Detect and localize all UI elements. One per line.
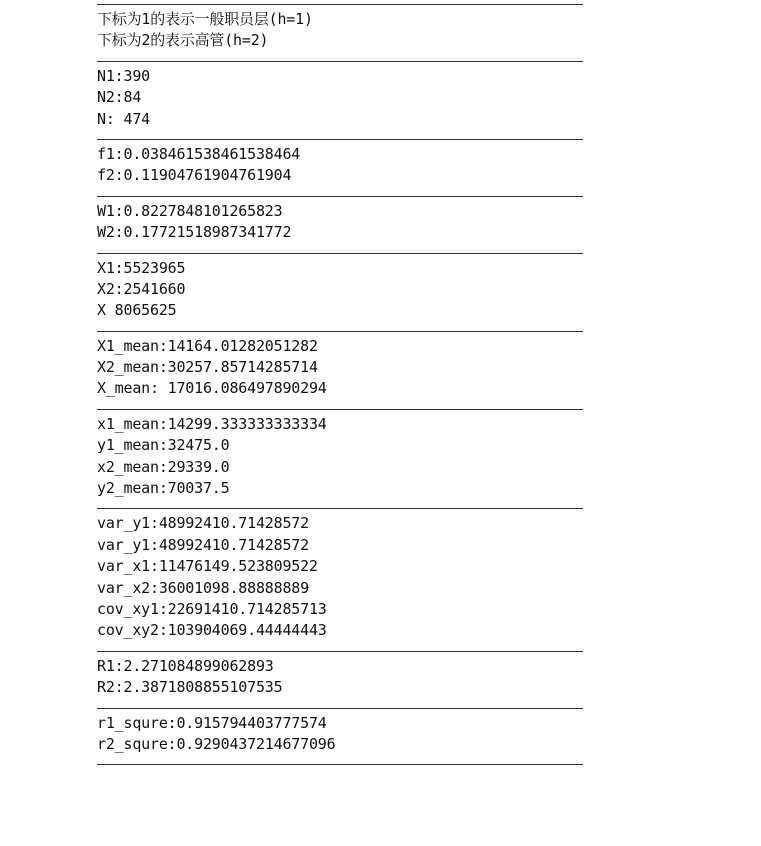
output-line-w1: W1:0.8227848101265823 <box>97 201 283 220</box>
output-line-cov-xy1: cov_xy1:22691410.714285713 <box>97 599 327 618</box>
output-block-sampling-fractions <box>97 140 583 196</box>
output-block-legend <box>97 5 583 61</box>
output-line-w2: W2:0.17721518987341772 <box>97 223 292 242</box>
output-block-means <box>97 332 583 409</box>
output-line-r1-squre: r1_squre:0.915794403777574 <box>97 713 327 732</box>
output-block-variances <box>97 509 583 650</box>
output-line-x-mean: X_mean: 17016.086497890294 <box>97 379 327 398</box>
output-line-f2: f2:0.11904761904761904 <box>97 166 292 185</box>
output-line-n: N: 474 <box>97 109 150 128</box>
output-line-x1-mean: X1_mean:14164.01282051282 <box>97 336 318 355</box>
output-line-x2: X2:2541660 <box>97 279 186 298</box>
output-line-x: X 8065625 <box>97 301 177 320</box>
output-line-var-y1-repeat: var_y1:48992410.71428572 <box>97 535 309 554</box>
output-block-counts <box>97 62 583 139</box>
output-line-cov-xy2: cov_xy2:103904069.44444443 <box>97 621 327 640</box>
output-line-r2: R2:2.3871808855107535 <box>97 678 283 697</box>
output-block-sample-means <box>97 410 583 509</box>
output-line-x2-sample-mean: x2_mean:29339.0 <box>97 457 230 476</box>
output-line-var-x2: var_x2:36001098.88888889 <box>97 578 309 597</box>
output-line-var-y1: var_y1:48992410.71428572 <box>97 514 309 533</box>
output-line-x1-sample-mean: x1_mean:14299.333333333334 <box>97 414 327 433</box>
divider <box>97 764 583 765</box>
output-line-y2-sample-mean: y2_mean:70037.5 <box>97 479 230 498</box>
output-line-n2: N2:84 <box>97 88 142 107</box>
output-block-r-squared <box>97 709 583 765</box>
output-block-totals <box>97 254 583 331</box>
output-line-n1: N1:390 <box>97 66 150 85</box>
legend-line-h1: 下标为1的表示一般职员层(h=1) <box>97 10 313 28</box>
output-line-x2-mean: X2_mean:30257.85714285714 <box>97 358 318 377</box>
legend-line-h2: 下标为2的表示高管(h=2) <box>97 31 269 50</box>
output-line-x1: X1:5523965 <box>97 258 186 277</box>
output-line-f1: f1:0.038461538461538464 <box>97 144 301 163</box>
output-line-r2-squre: r2_squre:0.9290437214677096 <box>97 734 336 753</box>
output-block-weights <box>97 197 583 253</box>
output-block-ratios <box>97 652 583 708</box>
output-line-r1: R1:2.271084899062893 <box>97 656 274 675</box>
output-line-y1-sample-mean: y1_mean:32475.0 <box>97 436 230 455</box>
output-line-var-x1: var_x1:11476149.523809522 <box>97 557 318 576</box>
console-output <box>97 4 583 765</box>
